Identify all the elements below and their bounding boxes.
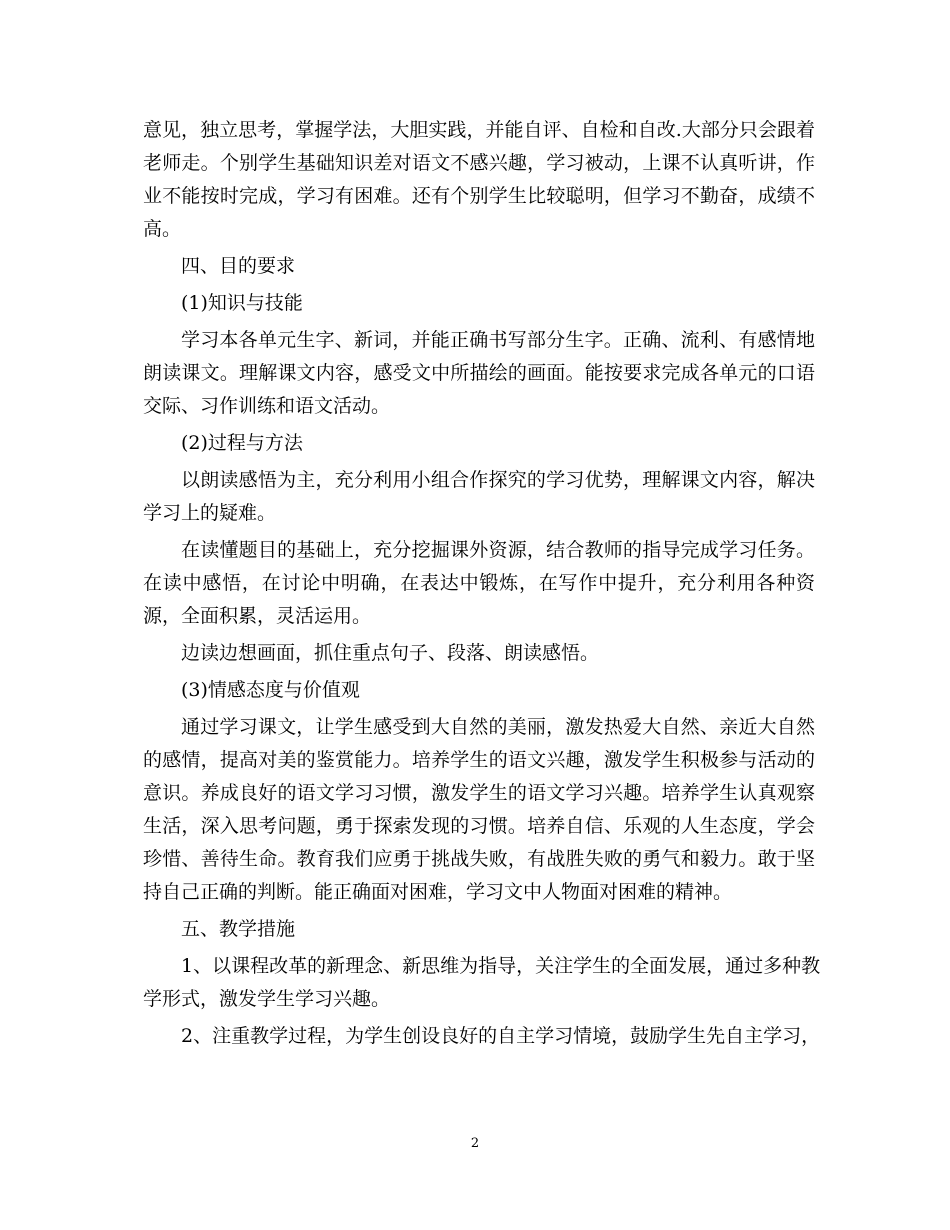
text-line: (1)知识与技能	[181, 292, 303, 314]
text-line: 2、注重教学过程，为学生创设良好的自主学习情境，鼓励学生先自主学习，	[181, 1025, 821, 1047]
paragraph	[143, 950, 821, 1016]
text-line: 持自己正确的判断。能正确面对困难，学习文中人物面对困难的精神。	[143, 881, 733, 903]
section-heading	[143, 250, 815, 283]
paragraph	[143, 1020, 821, 1053]
text-line: (2)过程与方法	[181, 432, 303, 454]
text-line: 意见，独立思考，掌握学法，大胆实践，并能自评、自检和自改.大部分只会跟着	[143, 119, 815, 141]
paragraph	[143, 637, 815, 670]
text-line: 在读中感悟，在讨论中明确，在表达中锻炼，在写作中提升，充分利用各种资	[143, 572, 815, 594]
text-line: 高。	[143, 218, 182, 240]
text-line: 朗读课文。理解课文内容，感受文中所描绘的画面。能按要求完成各单元的口语	[143, 362, 815, 384]
text-line: 学习上的疑难。	[143, 502, 277, 524]
text-line: 源，全面积累，灵活运用。	[143, 605, 372, 627]
text-line: (3)情感态度与价值观	[181, 679, 360, 701]
text-line: 交际、习作训练和语文活动。	[143, 395, 391, 417]
text-line: 通过学习课文，让学生感受到大自然的美丽，激发热爱大自然、亲近大自然	[181, 716, 815, 738]
paragraph	[143, 711, 815, 909]
subsection-heading	[143, 674, 815, 707]
document-body	[143, 114, 821, 1053]
page-number: 2	[470, 1136, 480, 1151]
section-heading	[143, 913, 815, 946]
subsection-heading	[143, 287, 815, 320]
text-line: 1、以课程改革的新理念、新思维为指导，关注学生的全面发展，通过多种教	[181, 955, 821, 977]
text-line: 珍惜、善待生命。教育我们应勇于挑战失败，有战胜失败的勇气和毅力。敢于坚	[143, 848, 815, 870]
paragraph	[143, 324, 815, 423]
paragraph	[143, 464, 815, 530]
text-line: 四、目的要求	[181, 255, 296, 277]
text-line: 边读边想画面，抓住重点句子、段落、朗读感悟。	[181, 642, 600, 664]
text-line: 学形式，激发学生学习兴趣。	[143, 988, 391, 1010]
paragraph	[143, 534, 815, 633]
paragraph	[143, 114, 815, 246]
text-line: 的感情，提高对美的鉴赏能力。培养学生的语文兴趣，激发学生积极参与活动的	[143, 749, 815, 771]
text-line: 以朗读感悟为主，充分利用小组合作探究的学习优势，理解课文内容，解决	[181, 469, 815, 491]
text-line: 五、教学措施	[181, 918, 296, 940]
text-line: 在读懂题目的基础上，充分挖掘课外资源，结合教师的指导完成学习任务。	[181, 539, 815, 561]
text-line: 老师走。个别学生基础知识差对语文不感兴趣，学习被动，上课不认真听讲，作	[143, 152, 815, 174]
text-line: 意识。养成良好的语文学习习惯，激发学生的语文学习兴趣。培养学生认真观察	[143, 782, 815, 804]
text-line: 学习本各单元生字、新词，并能正确书写部分生字。正确、流利、有感情地	[181, 329, 815, 351]
subsection-heading	[143, 427, 815, 460]
text-line: 生活，深入思考问题，勇于探索发现的习惯。培养自信、乐观的人生态度，学会	[143, 815, 815, 837]
text-line: 业不能按时完成，学习有困难。还有个别学生比较聪明，但学习不勤奋，成绩不	[143, 185, 815, 207]
